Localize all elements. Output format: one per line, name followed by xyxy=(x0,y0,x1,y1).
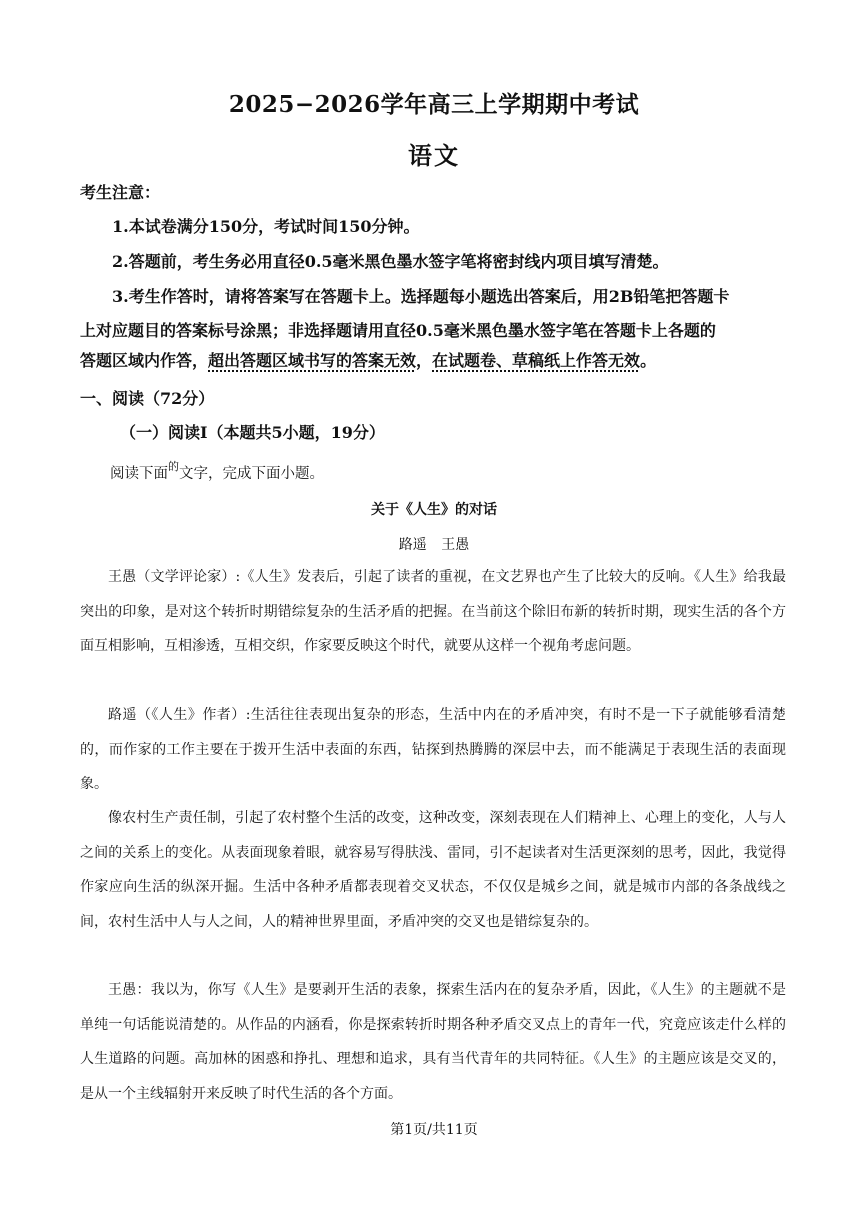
notice-heading: 考生注意： xyxy=(80,183,161,202)
notice-item-2: 2.答题前，考生务必用直径0.5毫米黑色墨水签字笔将密封线内项目填写清楚。 xyxy=(112,252,669,271)
notice-text: ， xyxy=(416,351,433,370)
article-paragraph: 路遥（《人生》作者）:生活往往表现出复杂的形态，生活中内在的矛盾冲突，有时不是一下子就能够看清楚的，而作家的工作主要在于拨开生活中表面的东西，钻探到热腾腾的深层中去，而不能满足于表现生活的表面现象。 xyxy=(80,707,786,792)
emphasis-text: 在试题卷、草稿纸上作答无效 xyxy=(432,351,641,370)
exam-subject: 语文 xyxy=(408,141,460,170)
reading-instruction xyxy=(110,458,324,483)
exam-title: 2025−2026学年高三上学期期中考试 xyxy=(228,91,640,118)
notice-item-3-line-2: 上对应题目的答案标号涂黑；非选择题请用直径0.5毫米黑色墨水签字笔在答题卡上各题的 xyxy=(80,321,716,340)
article-paragraph: 王愚：我以为，你写《人生》是要剥开生活的表象，探索生活内在的复杂矛盾，因此，《人生》的主题就不是单纯一句话能说清楚的。从作品的内涵看，你是探索转折时期各种矛盾交叉点上的青年一代，究竟应该走什么样的人生道路的问题。高加林的困惑和挣扎、理想和追求，具有当代青年的共同特征。《人生》的主题应该是交叉的，是从一个主线辐射开来反映了时代生活的各个方面。 xyxy=(80,982,786,1102)
subsection-title: （一）阅读Ⅰ（本题共5小题，19分） xyxy=(120,423,385,442)
article-paragraph: 像农村生产责任制，引起了农村整个生活的改变，这种改变，深刻表现在人们精神上、心理上的变化，人与人之间的关系上的变化。从表面现象着眼，就容易写得肤浅、雷同，引不起读者对生活更深刻的思考，因此，我觉得作家应向生活的纵深开掘。生活中各种矛盾都表现着交叉状态，不仅仅是城乡之间，就是城市内部的各条战线之间，农村生活中人与人之间，人的精神世界里面，矛盾冲突的交叉也是错综复杂的。 xyxy=(80,810,786,930)
notice-item-1: 1.本试卷满分150分，考试时间150分钟。 xyxy=(112,217,420,236)
instruction-superscript: 的 xyxy=(168,460,179,473)
article-paragraph: 王愚（文学评论家）:《人生》发表后，引起了读者的重视，在文艺界也产生了比较大的反响。《人生》给我最突出的印象，是对这个转折时期错综复杂的生活矛盾的把握。在当前这个除旧布新的转折时期，现实生活的各个方面互相影响，互相渗透，互相交织，作家要反映这个时代，就要从这样一个视角考虑问题。 xyxy=(80,569,786,654)
page-number: 第1页/共11页 xyxy=(390,1122,478,1138)
notice-item-3-line-3 xyxy=(80,348,656,371)
emphasis-text: 超出答题区域书写的答案无效 xyxy=(208,351,417,370)
section-title: 一、阅读（72分） xyxy=(80,389,215,408)
instruction-text: 阅读下面 xyxy=(110,466,168,482)
instruction-text: 文字，完成下面小题。 xyxy=(179,466,324,482)
article-authors: 路遥 王愚 xyxy=(398,537,470,553)
notice-item-3-line-1: 3.考生作答时，请将答案写在答题卡上。选择题每小题选出答案后，用2B铅笔把答题卡 xyxy=(112,287,730,306)
article-title: 关于《人生》的对话 xyxy=(371,502,497,518)
notice-text: 答题区域内作答， xyxy=(80,351,209,370)
notice-text: 。 xyxy=(640,351,657,370)
